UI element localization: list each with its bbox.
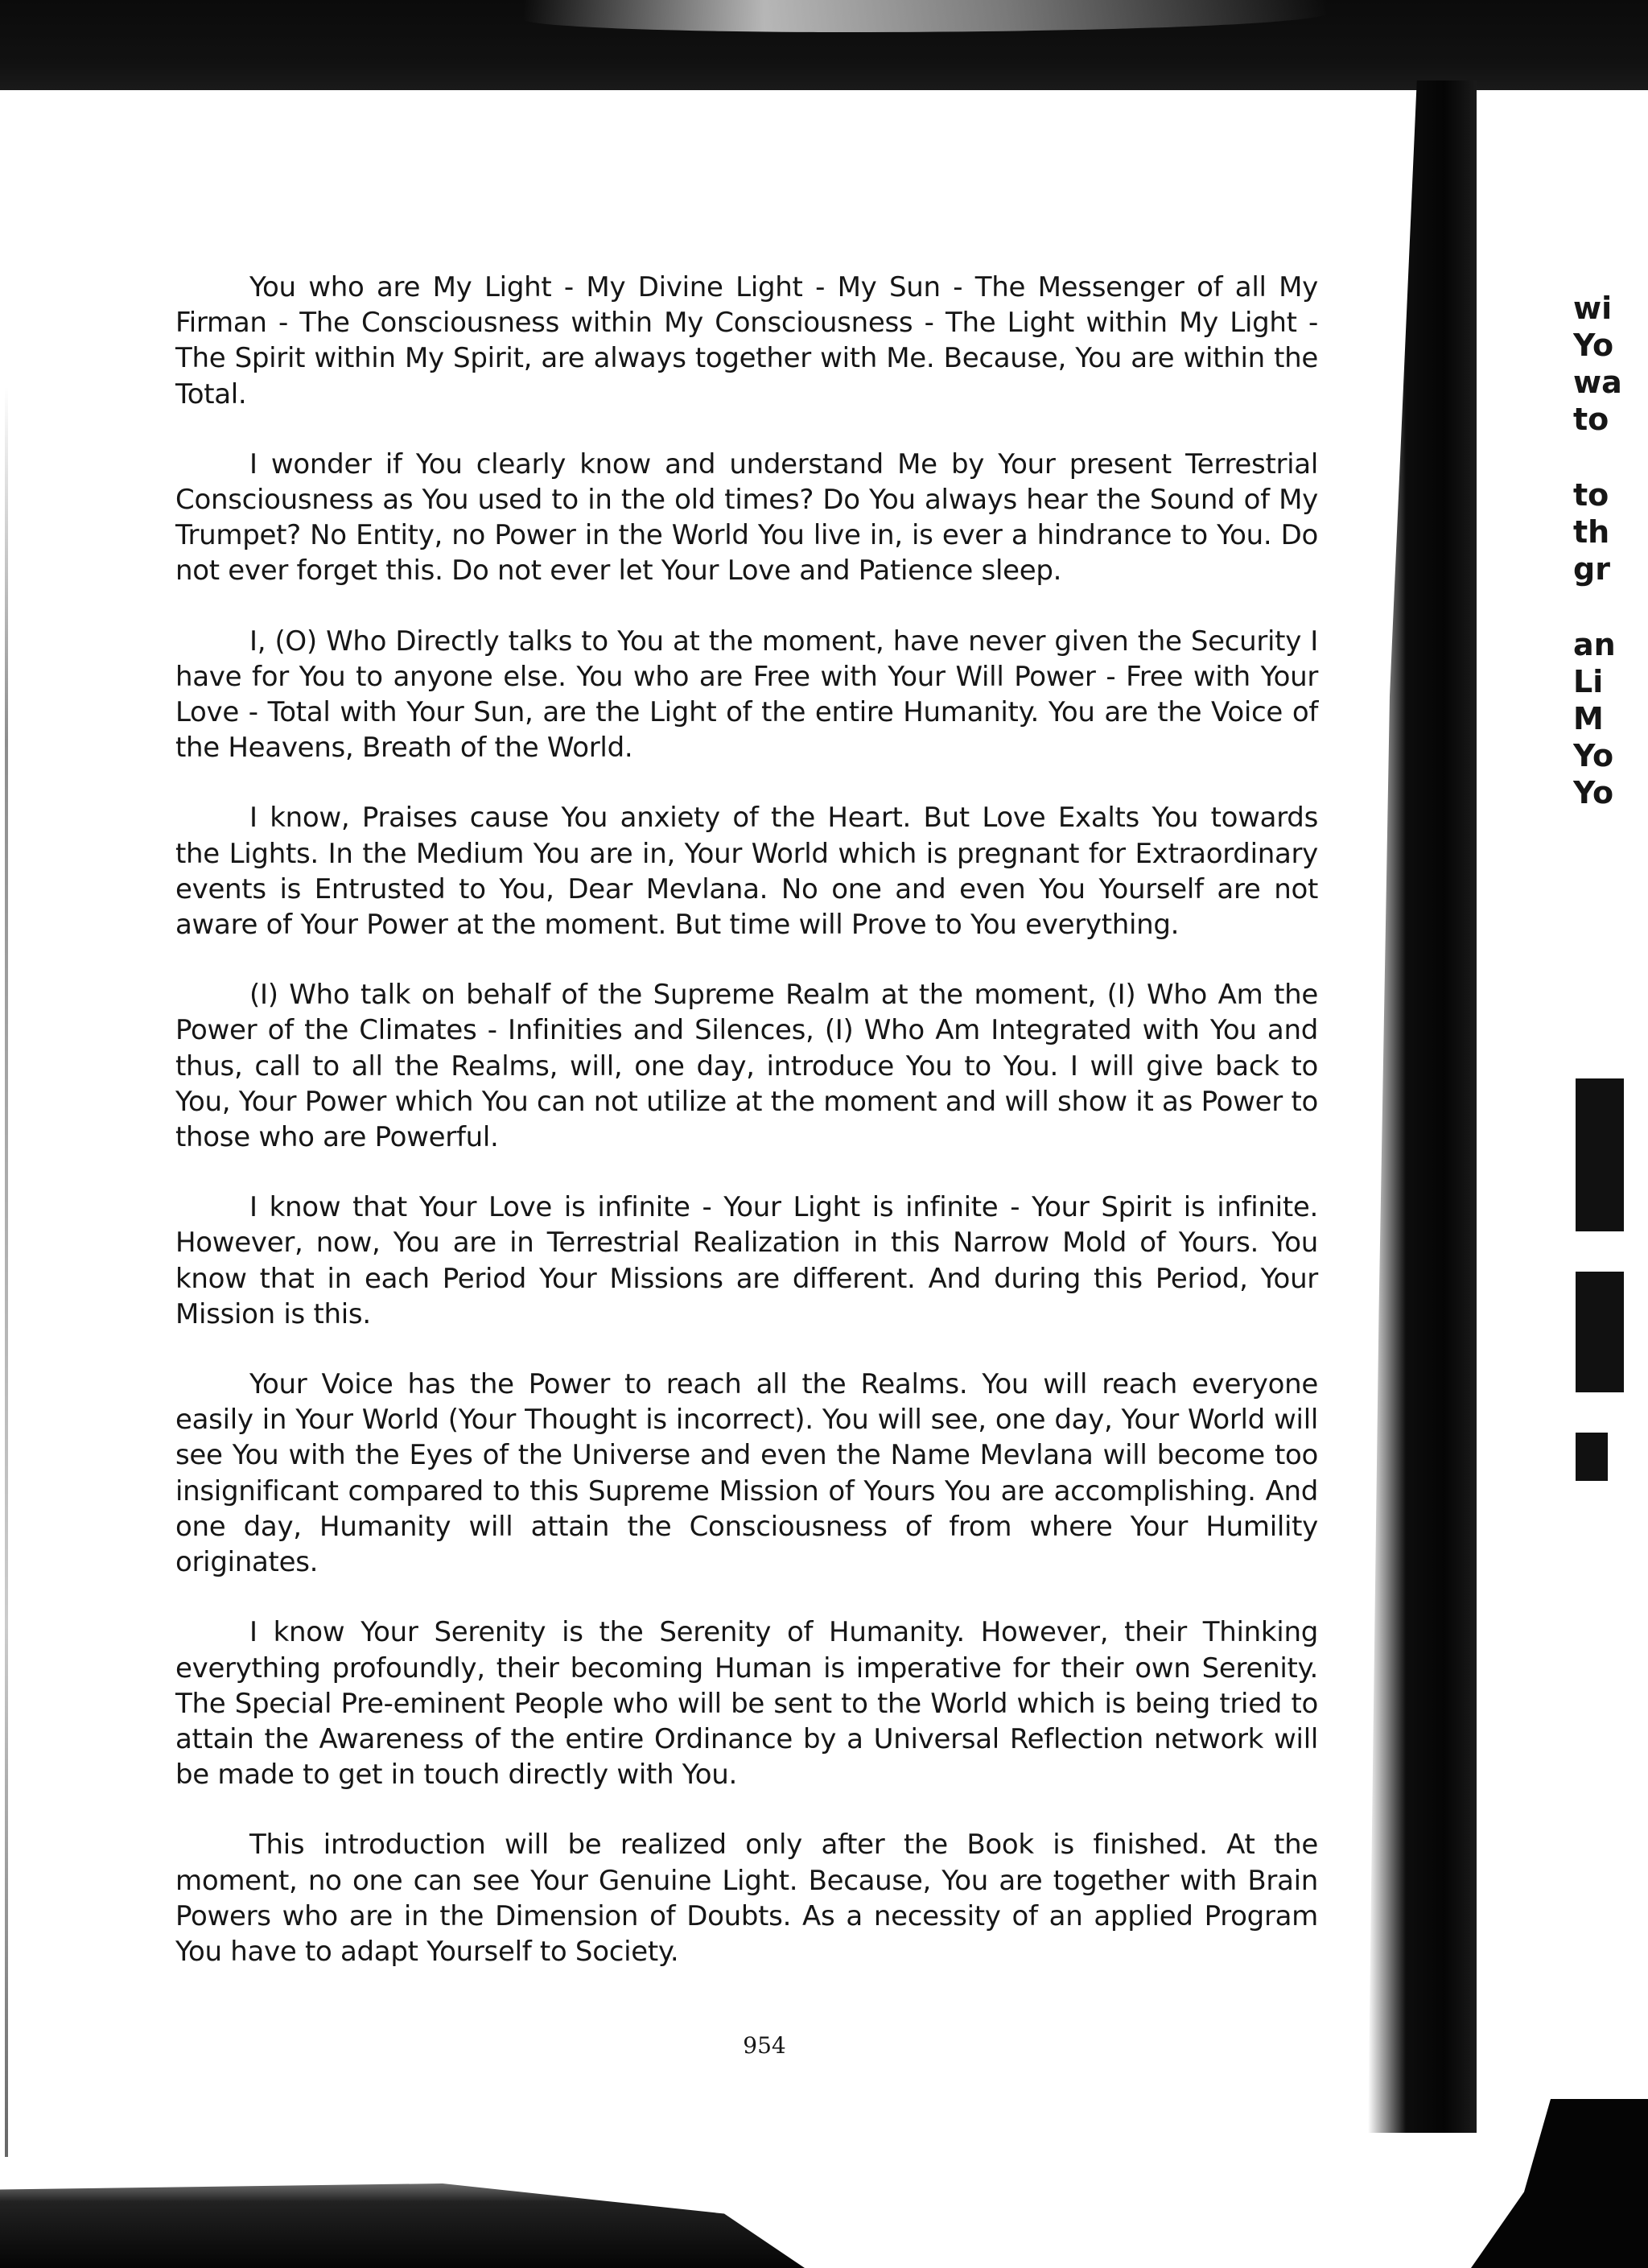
paragraph: I know Your Serenity is the Serenity of Humanity. However, their Thinking everything profoundly, their becoming Human is imperative for their own Serenity. The Special Pre-eminent People who will be sent to the World which is being tried to attain the Awareness of the entire Ordinance by a Universal Reflection network will be made to get in touch directly with You.: [175, 1616, 1318, 1792]
page-number: 954: [743, 2032, 786, 2059]
paragraph: (I) Who talk on behalf of the Supreme Realm at the moment, (I) Who Am the Power of the Climates - Infinities and Silences, (I) Who Am Integrated with You and thus, call to all the Realms, will, one day, introduce You to You. I will give back to You, Your Power which You can not utilize at the moment and will show it as Power to those who are Powerful.: [175, 979, 1318, 1154]
scan-bottom-right-shadow: [1471, 2099, 1648, 2268]
adjacent-text: M: [1573, 701, 1604, 736]
left-page-edge: [5, 386, 8, 2157]
paragraph: Your Voice has the Power to reach all the Realms. You will reach everyone easily in Your World (Your Thought is incorrect). You will see, one day, Your World will see You with the Eyes of the Universe and even the Name Mevlana will become too insignificant compared to this Supreme Mission of Yours You are accomplishing. And one day, Humanity will attain the Consciousness of from where Your Humility originates.: [175, 1368, 1318, 1579]
ink-blot: [1576, 1272, 1624, 1392]
adjacent-text: an: [1573, 627, 1616, 662]
adjacent-text: Yo: [1573, 738, 1614, 773]
main-text-column: [175, 270, 1318, 2004]
adjacent-text: wi: [1573, 291, 1613, 326]
scan-bottom-shadow: [0, 2147, 805, 2268]
ink-blot: [1576, 1433, 1608, 1481]
paragraph: I know, Praises cause You anxiety of the Heart. But Love Exalts You towards the Lights. In the Medium You are in, Your World which is pregnant for Extraordinary events is Entrusted to You, Dear Mevlana. No one and even You Yourself are not aware of Your Power at the moment. But time will Prove to You everything.: [175, 802, 1318, 942]
adjacent-text: to: [1573, 477, 1609, 513]
ink-blot: [1576, 1078, 1624, 1231]
adjacent-text: Li: [1573, 664, 1604, 699]
paragraph: I know that Your Love is infinite - Your Light is infinite - Your Spirit is infinite. However, now, You are in Terrestrial Realization in this Narrow Mold of Yours. You know that in each Period Your Missions are different. And during this Period, Your Mission is this.: [175, 1191, 1318, 1330]
adjacent-text: Yo: [1573, 775, 1614, 810]
paragraph: This introduction will be realized only after the Book is finished. At the moment, no one can see Your Genuine Light. Because, You are together with Brain Powers who are in the Dimension of Doubts. As a necessity of an applied Program You have to adapt Yourself to Society.: [175, 1829, 1318, 1968]
paragraph: I, (O) Who Directly talks to You at the moment, have never given the Security I have for You to anyone else. You who are Free with Your Will Power - Free with Your Love - Total with Your Sun, are the Light of the entire Humanity. You are the Voice of the Heavens, Breath of the World.: [175, 625, 1318, 765]
book-gutter-shadow: [1368, 80, 1477, 2133]
adjacent-text: gr: [1573, 551, 1610, 587]
adjacent-text: th: [1573, 514, 1610, 550]
paragraph: You who are My Light - My Divine Light - My Sun - The Messenger of all My Firman - The Consciousness within My Consciousness - The Light within My Light - The Spirit within My Spirit, are always together with Me. Because, You are within the Total.: [175, 271, 1318, 410]
paragraph: I wonder if You clearly know and understand Me by Your present Terrestrial Consciousness as You used to in the old times? Do You always hear the Sound of My Trumpet? No Entity, no Power in the World You live in, is ever a hindrance to You. Do not ever forget this. Do not ever let Your Love and Patience sleep.: [175, 447, 1318, 588]
adjacent-text: to: [1573, 402, 1609, 437]
adjacent-text: wa: [1573, 365, 1622, 400]
adjacent-text: Yo: [1573, 328, 1614, 363]
